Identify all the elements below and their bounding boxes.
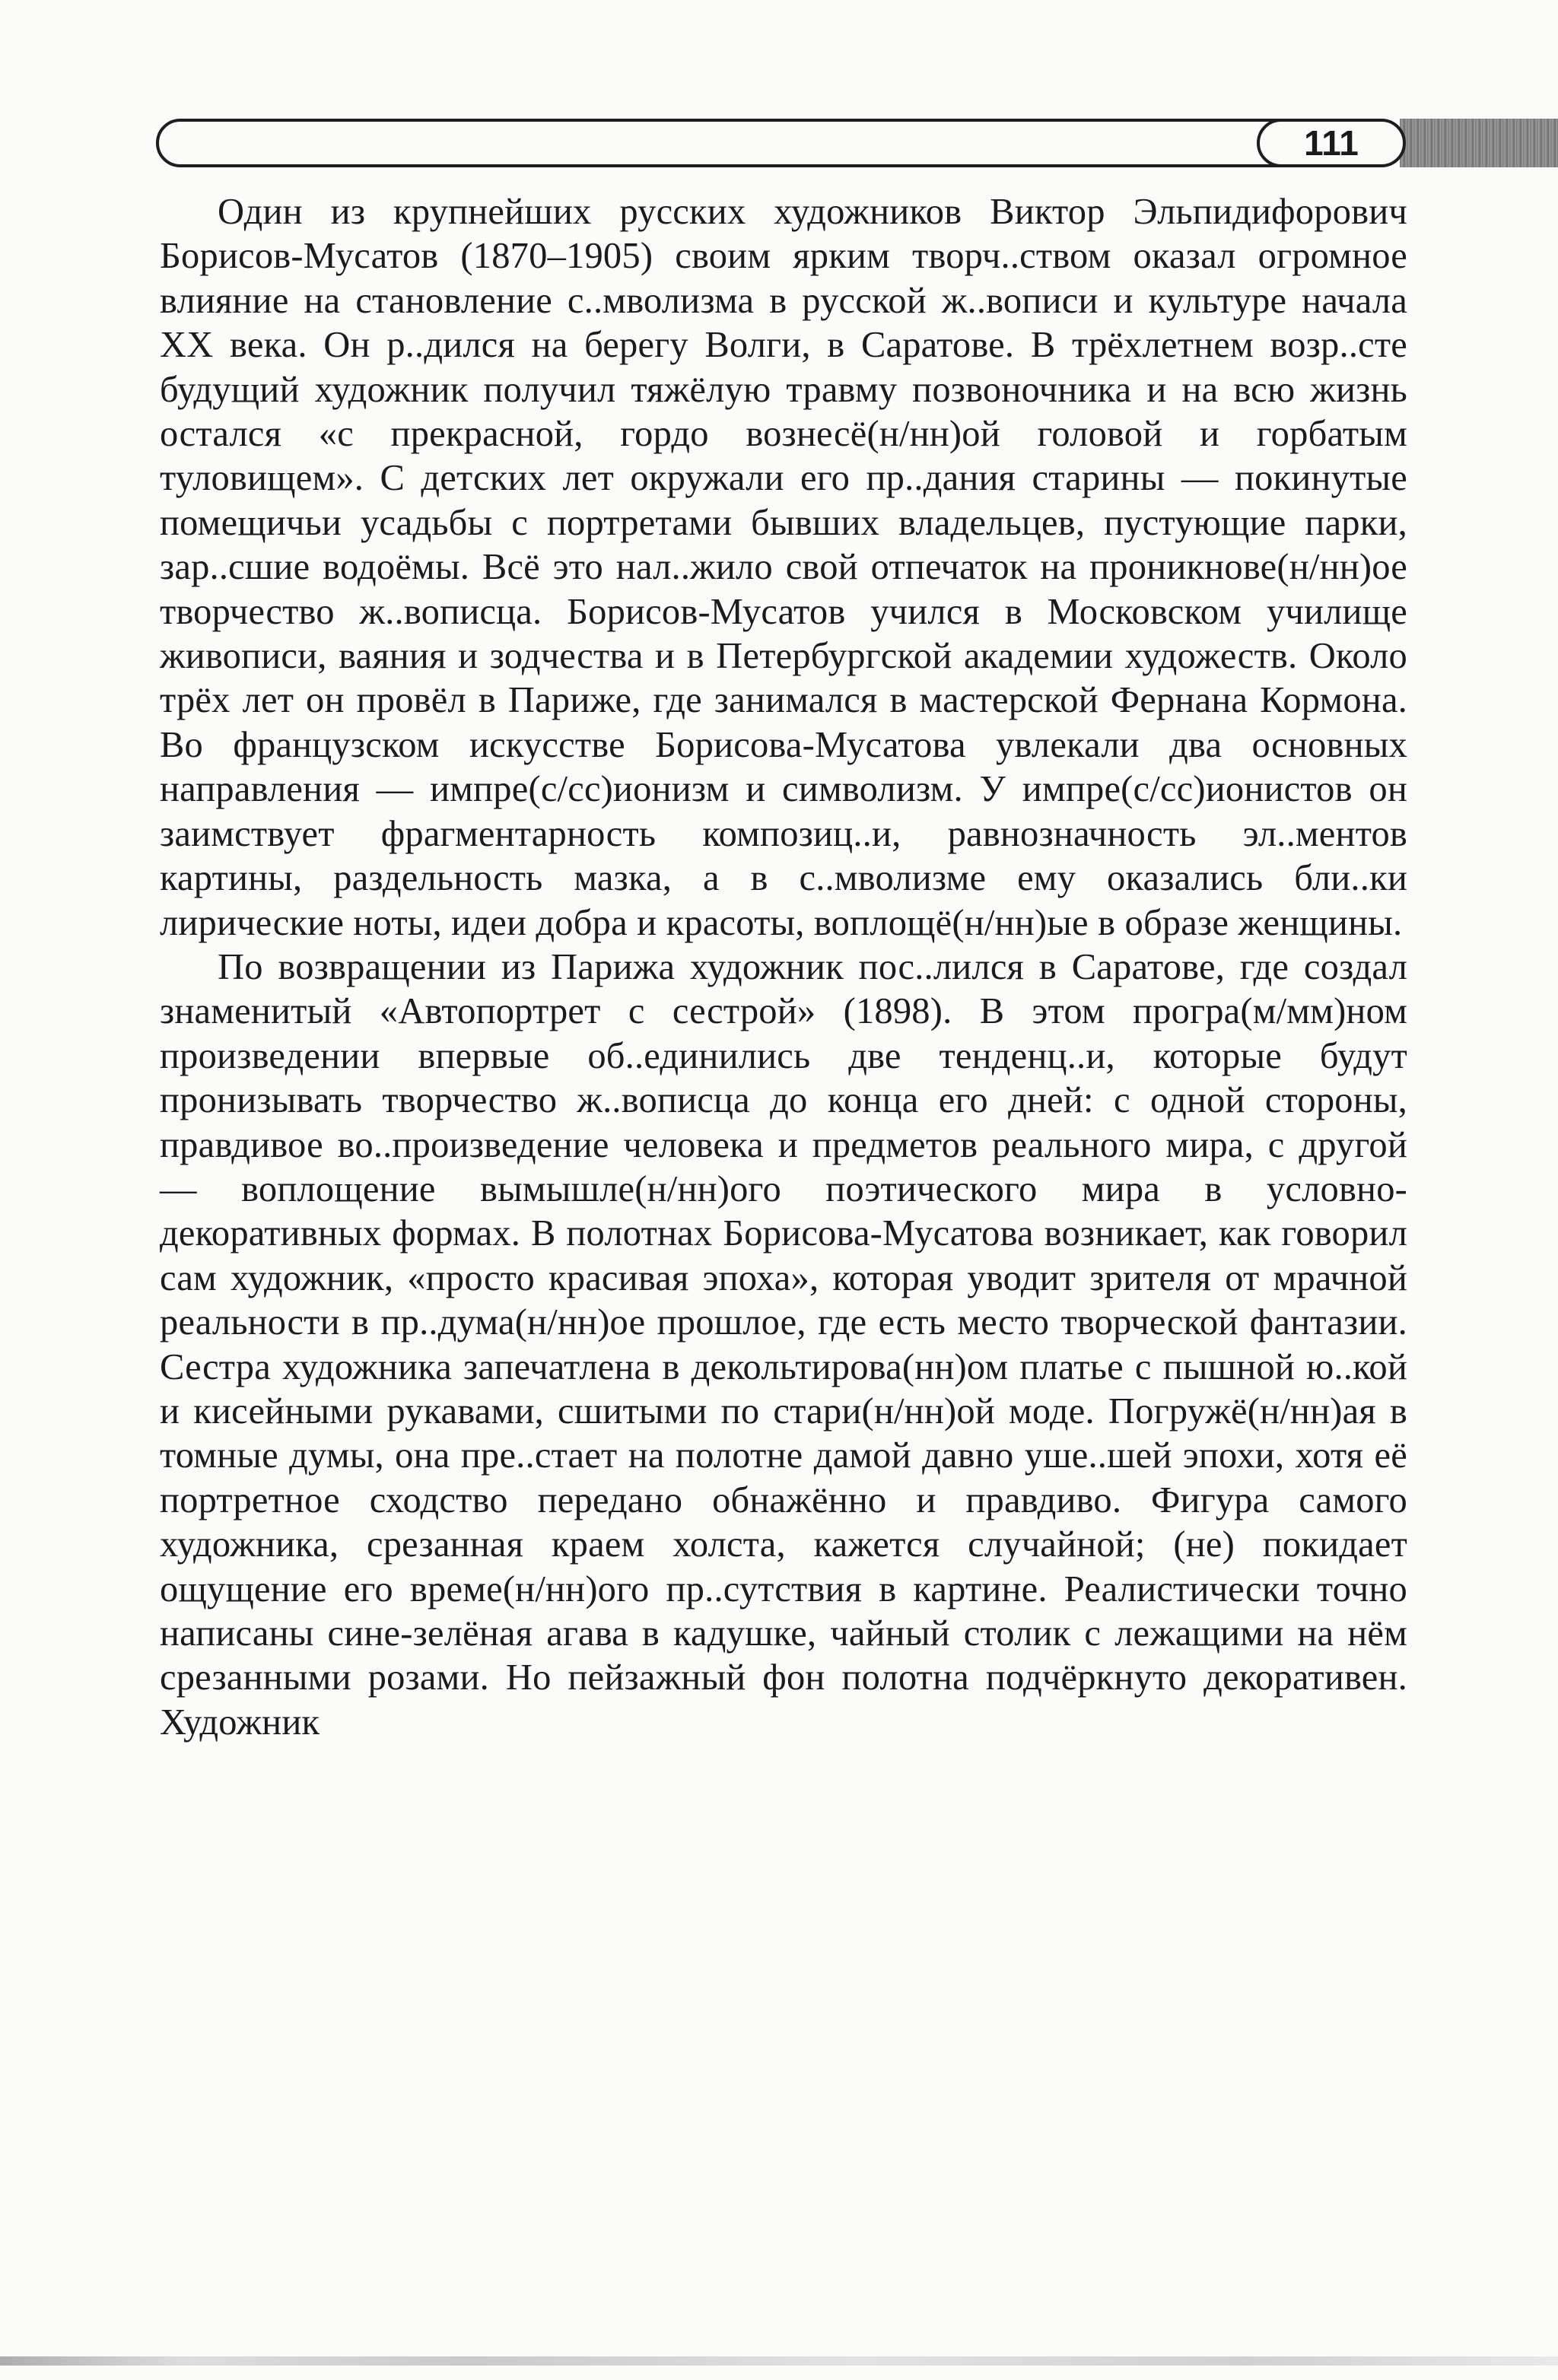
running-header-frame — [156, 119, 1401, 167]
header-decorative-bar — [1400, 119, 1558, 167]
main-text — [160, 190, 1407, 1745]
paragraph-1: Один из крупнейших русских художников Виктор Эльпидифорович Борисов-Мусатов (1870–1905) своим ярким творч..ством оказал огромное влияние на становление с..мволизма в русской ж..вописи и культуре начала XX века. Он р..дился на берегу Волги, в Саратове. В трёхлетнем возр..сте будущий художник получил тяжёлую травму позвоночника и на всю жизнь остался «с прекрасной, гордо вознесё(н/нн)ой головой и горбатым туловищем». С детских лет окружали его пр..дания старины — покинутые помещичьи усадьбы с портретами бывших владельцев, пустующие парки, зар..сшие водоёмы. Всё это нал..жило свой отпечаток на проникнове(н/нн)ое творчество ж..вописца. Борисов-Мусатов учился в Московском училище живописи, ваяния и зодчества и в Петербургской академии художеств. Около трёх лет он провёл в Париже, где занимался в мастерской Фернана Кормона. Во французском искусстве Борисова-Мусатова увлекали два основных направления — импре(с/сс)ионизм и символизм. У импре(с/сс)ионистов он заимствует фрагментарность композиц..и, равнозначность эл..ментов картины, раздельность мазка, а в с..мволизме ему оказались бли..ки лирические ноты, идеи добра и красоты, воплощё(н/нн)ые в образе женщины. — [160, 192, 1407, 943]
paragraph-2: По возвращении из Парижа художник пос..лился в Саратове, где создал знаменитый «Автопортрет с сестрой» (1898). В этом програ(м/мм)ном произведении впервые об..единились две тенденц..и, которые будут пронизывать творчество ж..вописца до конца его дней: с одной стороны, правдивое во..произведение человека и предметов реального мира, с другой — воплощение вымышле(н/нн)ого поэтического мира в условно-декоративных формах. В полотнах Борисова-Мусатова возникает, как говорил сам художник, «просто красивая эпоха», которая уводит зрителя от мрачной реальности в пр..дума(н/нн)ое прошлое, где есть место творческой фантазии. Сестра художника запечатлена в декольтирова(нн)ом платье с пышной ю..кой и кисейными рукавами, сшитыми по стари(н/нн)ой моде. Погружё(н/нн)ая в томные думы, она пре..стает на полотне дамой давно уше..шей эпохи, хотя её портретное сходство передано обнажённо и правдиво. Фигура самого художника, срезанная краем холста, кажется случайной; (не) покидает ощущение его време(н/нн)ого пр..сутствия в картине. Реалистически точно написаны сине-зелёная агава в кадушке, чайный столик с лежащими на нём срезанными розами. Но пейзажный фон полотна подчёркнуто декоративен. Художник — [160, 946, 1407, 1743]
page-number: 111 — [1257, 119, 1406, 167]
scan-edge-mark — [0, 2356, 1558, 2366]
